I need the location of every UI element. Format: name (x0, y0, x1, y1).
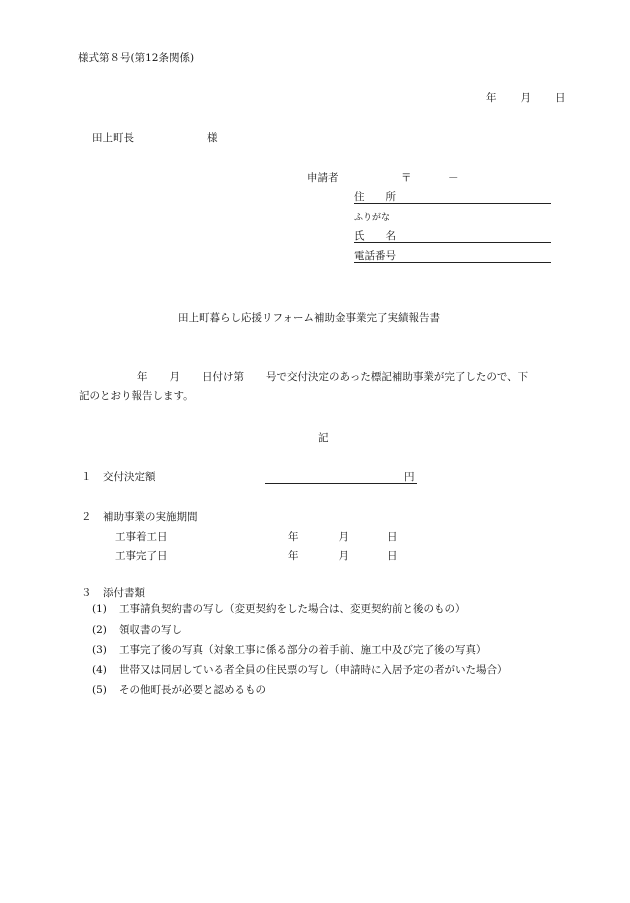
body-month: 月 (169, 371, 180, 383)
address-label: 住 所 (354, 191, 396, 203)
address-line (354, 203, 551, 204)
attachment-item (92, 623, 182, 637)
section2-number: ２ (81, 511, 92, 523)
section1-number: １ (81, 471, 92, 483)
date-year: 年 (486, 92, 497, 104)
addressee-name: 田上町長 (92, 132, 134, 144)
section1-amount-line (265, 483, 417, 484)
date-day: 日 (555, 92, 566, 104)
address-field (354, 190, 550, 204)
form-number: 様式第８号(第12条関係) (78, 52, 195, 64)
body-line-2: 記のとおり報告します。 (79, 390, 194, 402)
name-line (354, 242, 551, 243)
attachment-item-number: (2) (92, 624, 107, 636)
period-row-label: 工事着工日 (115, 531, 168, 543)
addressee-honorific: 様 (207, 132, 218, 144)
name-label: 氏 名 (354, 230, 396, 242)
body-year: 年 (137, 371, 148, 383)
section1-unit: 円 (404, 471, 415, 483)
period-row-month: 月 (338, 531, 349, 543)
attachment-item-number: (1) (92, 603, 107, 615)
period-row-year: 年 (288, 550, 299, 562)
attachment-item-text: 工事請負契約書の写し（変更契約をした場合は、変更契約前と後のもの） (119, 603, 466, 615)
phone-label: 電話番号 (354, 250, 396, 262)
attachment-item-text: その他町長が必要と認めるもの (119, 684, 266, 696)
attachment-item-text: 工事完了後の写真（対象工事に係る部分の着手前、施工中及び完了後の写真） (119, 644, 487, 656)
period-row (115, 549, 398, 563)
period-row-year: 年 (288, 531, 299, 543)
ki-heading: 記 (318, 432, 329, 444)
furigana-label: ふりがな (354, 213, 391, 223)
period-row-month: 月 (338, 550, 349, 562)
period-row-day: 日 (387, 550, 398, 562)
attachment-item (92, 683, 266, 697)
attachment-item-text: 領収書の写し (119, 624, 182, 636)
section3-number: ３ (81, 587, 92, 599)
attachment-item (92, 602, 466, 616)
section3-label: 添付書類 (103, 587, 145, 599)
phone-line (354, 262, 551, 263)
attachment-item-number: (4) (92, 664, 107, 676)
document-title: 田上町暮らし応援リフォーム補助金事業完了実績報告書 (178, 312, 440, 324)
body-line-1 (137, 370, 528, 384)
attachment-item-number: (3) (92, 644, 107, 656)
section2-label: 補助事業の実施期間 (103, 511, 198, 523)
period-row (115, 530, 398, 544)
attachment-item (92, 643, 487, 657)
section1-label: 交付決定額 (103, 471, 156, 483)
body-after-number: 号で交付決定のあった標記補助事業が完了したので、下 (266, 371, 529, 383)
body-date-prefix: 日付け第 (202, 371, 244, 383)
postal-mark: 〒 (401, 172, 412, 184)
attachment-item-number: (5) (92, 684, 107, 696)
period-row-day: 日 (387, 531, 398, 543)
date-month: 月 (520, 92, 531, 104)
period-row-label: 工事完了日 (115, 550, 168, 562)
postal-dash: － (448, 172, 459, 184)
applicant-label: 申請者 (307, 172, 339, 184)
attachment-item-text: 世帯又は同居している者全員の住民票の写し（申請時に入居予定の者がいた場合） (119, 664, 508, 676)
date-line (486, 91, 566, 105)
attachment-item (92, 663, 508, 677)
